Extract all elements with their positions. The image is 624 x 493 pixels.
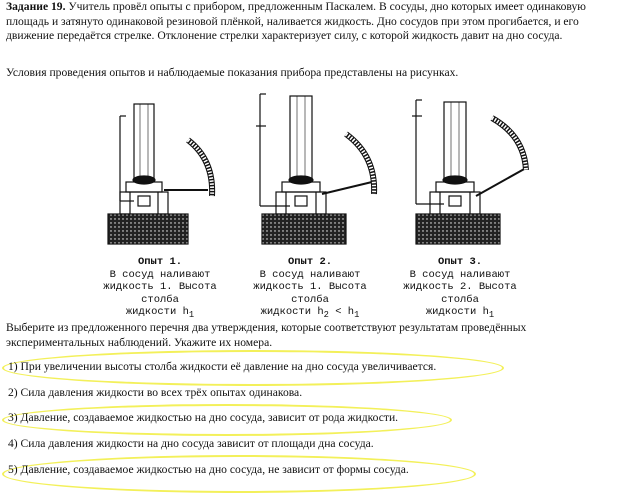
experiment-3-title: Опыт 3. — [437, 256, 483, 268]
experiment-2-line2: жидкость 1. Высота столба — [253, 281, 367, 306]
experiment-3-sub: 1 — [488, 310, 495, 321]
experiment-1-line1: В сосуд наливают — [109, 268, 211, 281]
experiment-2-sub2: 1 — [354, 310, 360, 321]
experiment-2-line3: жидкости h — [260, 306, 324, 318]
experiment-2-line1: В сосуд наливают — [259, 268, 361, 281]
experiment-2-rel: < h — [328, 306, 355, 318]
task-label: Задание 19. — [6, 0, 66, 13]
apparatus-2 — [256, 94, 374, 244]
experiment-3-line2: жидкость 2. Высота столба — [403, 281, 517, 306]
option-4: 4) Сила давления жидкости на дно сосуда зависит от площади дна сосуда. — [8, 437, 374, 450]
experiment-3-line3: жидкости h — [425, 306, 489, 318]
experiment-1-sub: 1 — [188, 310, 195, 321]
experiment-1-title: Опыт 1. — [137, 256, 183, 268]
experiment-2-title: Опыт 2. — [287, 256, 333, 268]
experiment-1-line2: жидкость 1. Высота столба — [103, 281, 217, 306]
conditions-text: Условия проведения опытов и наблюдаемые показания прибора представлены на рисунках. — [6, 66, 459, 79]
option-1: 1) При увеличении высоты столба жидкости её давление на дно сосуда увеличивается. — [8, 360, 437, 373]
experiments-figure — [90, 86, 540, 321]
experiment-3-caption — [390, 256, 530, 322]
task-text — [6, 0, 618, 44]
experiment-2-sub: 2 — [323, 310, 329, 321]
experiment-3-line1: В сосуд наливают — [409, 268, 511, 281]
experiment-1-line3: жидкости h — [125, 306, 189, 318]
apparatus-1 — [108, 104, 212, 244]
experiment-2-caption — [240, 256, 380, 322]
apparatus-3 — [412, 100, 526, 244]
option-2: 2) Сила давления жидкости во всех трёх опытах одинакова. — [8, 386, 303, 399]
option-5: 5) Давление, создаваемое жидкостью на дно сосуда, не зависит от формы сосуда. — [8, 463, 409, 476]
experiment-1-caption — [90, 256, 230, 322]
apparatus-drawing — [90, 86, 540, 256]
task-body: Учитель провёл опыты с прибором, предложенным Паскалем. В сосуды, дно которых имеет одинаковую площадь и затянуто одинаковой резиновой плёнкой, наливается жидкость. Дно сосудов при этом прогибается, и его движение передаётся стрелке. Отклонение стрелки характеризует силу, с которой жидкость давит на дно сосуда. — [6, 0, 586, 42]
question-text: Выберите из предложенного перечня два утверждения, которые соответствуют результатам проведённых экспериментальных наблюдений. Укажите их номера. — [6, 321, 527, 349]
option-3: 3) Давление, создаваемое жидкостью на дно сосуда, зависит от рода жидкости. — [8, 411, 399, 424]
